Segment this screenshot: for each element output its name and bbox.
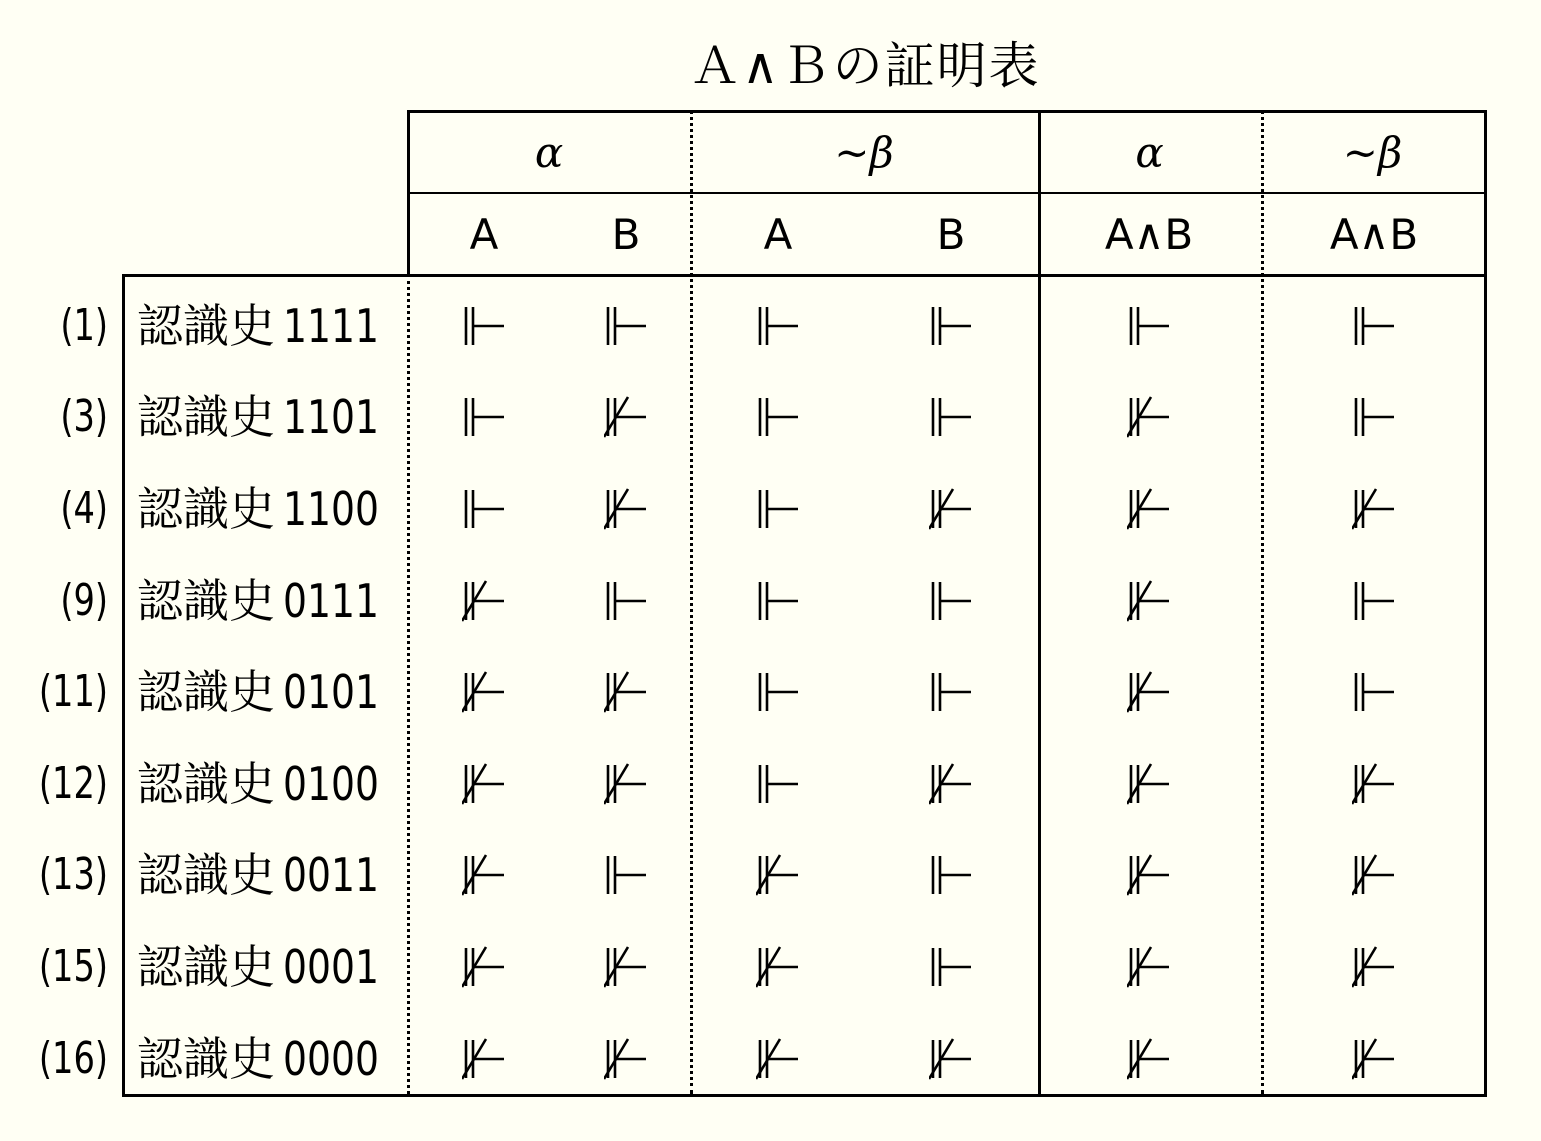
row-label bbox=[137, 481, 407, 537]
not-forces-icon bbox=[756, 1037, 800, 1081]
row-label-code: 0011 bbox=[283, 848, 380, 903]
forces-icon bbox=[929, 579, 973, 623]
row-number: (11) bbox=[38, 666, 108, 718]
row-label-prefix: 認識史 bbox=[137, 940, 275, 994]
forces-icon bbox=[929, 670, 973, 714]
page-title: Ａ∧Ｂの証明表 bbox=[690, 37, 1041, 95]
header-bottom-border bbox=[122, 274, 1486, 277]
row-number: (12) bbox=[38, 757, 108, 809]
header-group-label: α bbox=[534, 128, 564, 177]
row-label bbox=[137, 1031, 407, 1087]
row-label bbox=[137, 756, 407, 812]
not-forces-icon bbox=[1352, 1037, 1396, 1081]
not-forces-icon bbox=[1127, 670, 1171, 714]
forces-icon bbox=[1127, 304, 1171, 348]
forces-icon bbox=[1352, 670, 1396, 714]
forces-icon bbox=[604, 579, 648, 623]
forces-icon bbox=[756, 487, 800, 531]
not-forces-icon bbox=[929, 1037, 973, 1081]
not-forces-icon bbox=[1352, 945, 1396, 989]
row-number: (9) bbox=[60, 574, 108, 626]
not-forces-icon bbox=[929, 487, 973, 531]
header-group-label: ~β bbox=[1342, 128, 1403, 177]
not-forces-icon bbox=[604, 945, 648, 989]
row-number: (1) bbox=[60, 299, 108, 351]
forces-icon bbox=[1352, 395, 1396, 439]
row-number: (15) bbox=[38, 941, 108, 992]
left-border bbox=[122, 274, 125, 1097]
forces-icon bbox=[756, 579, 800, 623]
row-label-prefix: 認識史 bbox=[137, 298, 275, 353]
not-forces-icon bbox=[1352, 853, 1396, 897]
row-label bbox=[137, 939, 407, 995]
not-forces-icon bbox=[1127, 945, 1171, 989]
row-label-code: 0000 bbox=[283, 1031, 380, 1086]
not-forces-icon bbox=[462, 853, 506, 897]
row-label-code: 0101 bbox=[283, 665, 380, 720]
not-forces-icon bbox=[756, 853, 800, 897]
row-label-prefix: 認識史 bbox=[137, 573, 275, 628]
header-sub-label: A∧B bbox=[1104, 209, 1194, 259]
header-sub-label: A bbox=[469, 209, 499, 259]
row-label-prefix: 認識史 bbox=[137, 756, 275, 811]
label-divider bbox=[407, 274, 410, 1094]
row-label bbox=[137, 847, 407, 903]
right-border bbox=[1484, 110, 1487, 1097]
not-forces-icon bbox=[604, 1037, 648, 1081]
row-label-prefix: 認識史 bbox=[137, 665, 275, 720]
forces-icon bbox=[604, 853, 648, 897]
not-forces-icon bbox=[1127, 579, 1171, 623]
forces-icon bbox=[462, 395, 506, 439]
not-forces-icon bbox=[1127, 1037, 1171, 1081]
row-label bbox=[137, 389, 407, 445]
forces-icon bbox=[929, 853, 973, 897]
row-number: (16) bbox=[38, 1032, 108, 1084]
not-forces-icon bbox=[1352, 762, 1396, 806]
row-label-prefix: 認識史 bbox=[137, 482, 275, 536]
row-number: (3) bbox=[60, 391, 108, 443]
not-forces-icon bbox=[929, 762, 973, 806]
not-forces-icon bbox=[1127, 853, 1171, 897]
not-forces-icon bbox=[462, 670, 506, 714]
row-label bbox=[137, 573, 407, 629]
header-sub-label: B bbox=[611, 209, 641, 259]
row-label-code: 0001 bbox=[283, 940, 380, 994]
not-forces-icon bbox=[1352, 487, 1396, 531]
row-label-prefix: 認識史 bbox=[137, 390, 275, 445]
not-forces-icon bbox=[462, 762, 506, 806]
forces-icon bbox=[462, 304, 506, 348]
forces-icon bbox=[929, 395, 973, 439]
forces-icon bbox=[756, 762, 800, 806]
not-forces-icon bbox=[604, 670, 648, 714]
not-forces-icon bbox=[1127, 487, 1171, 531]
not-forces-icon bbox=[1127, 395, 1171, 439]
not-forces-icon bbox=[1127, 762, 1171, 806]
row-label bbox=[137, 298, 407, 354]
not-forces-icon bbox=[604, 487, 648, 531]
forces-icon bbox=[462, 487, 506, 531]
forces-icon bbox=[604, 304, 648, 348]
not-forces-icon bbox=[604, 762, 648, 806]
table-bottom-border bbox=[122, 1094, 1486, 1097]
forces-icon bbox=[1352, 579, 1396, 623]
row-label-code: 1100 bbox=[283, 482, 380, 536]
not-forces-icon bbox=[462, 1037, 506, 1081]
row-label-prefix: 認識史 bbox=[137, 848, 275, 903]
forces-icon bbox=[756, 395, 800, 439]
row-number: (4) bbox=[60, 483, 108, 534]
header-group-label: α bbox=[1135, 128, 1164, 177]
header-group-label: ~β bbox=[834, 128, 894, 177]
row-label-code: 1101 bbox=[283, 390, 380, 445]
row-label-code: 0100 bbox=[283, 756, 380, 811]
forces-icon bbox=[756, 304, 800, 348]
not-forces-icon bbox=[604, 395, 648, 439]
forces-icon bbox=[756, 670, 800, 714]
header-sub-label: A bbox=[763, 209, 793, 259]
forces-icon bbox=[1352, 304, 1396, 348]
row-label-code: 1111 bbox=[283, 298, 380, 353]
row-number: (13) bbox=[38, 849, 108, 901]
not-forces-icon bbox=[462, 579, 506, 623]
forces-icon bbox=[929, 304, 973, 348]
row-label bbox=[137, 664, 407, 720]
not-forces-icon bbox=[756, 945, 800, 989]
header-sub-label: A∧B bbox=[1329, 209, 1419, 259]
header-sub-label: B bbox=[936, 209, 966, 259]
forces-icon bbox=[929, 945, 973, 989]
row-label-prefix: 認識史 bbox=[137, 1031, 275, 1086]
not-forces-icon bbox=[462, 945, 506, 989]
row-label-code: 0111 bbox=[283, 573, 380, 628]
